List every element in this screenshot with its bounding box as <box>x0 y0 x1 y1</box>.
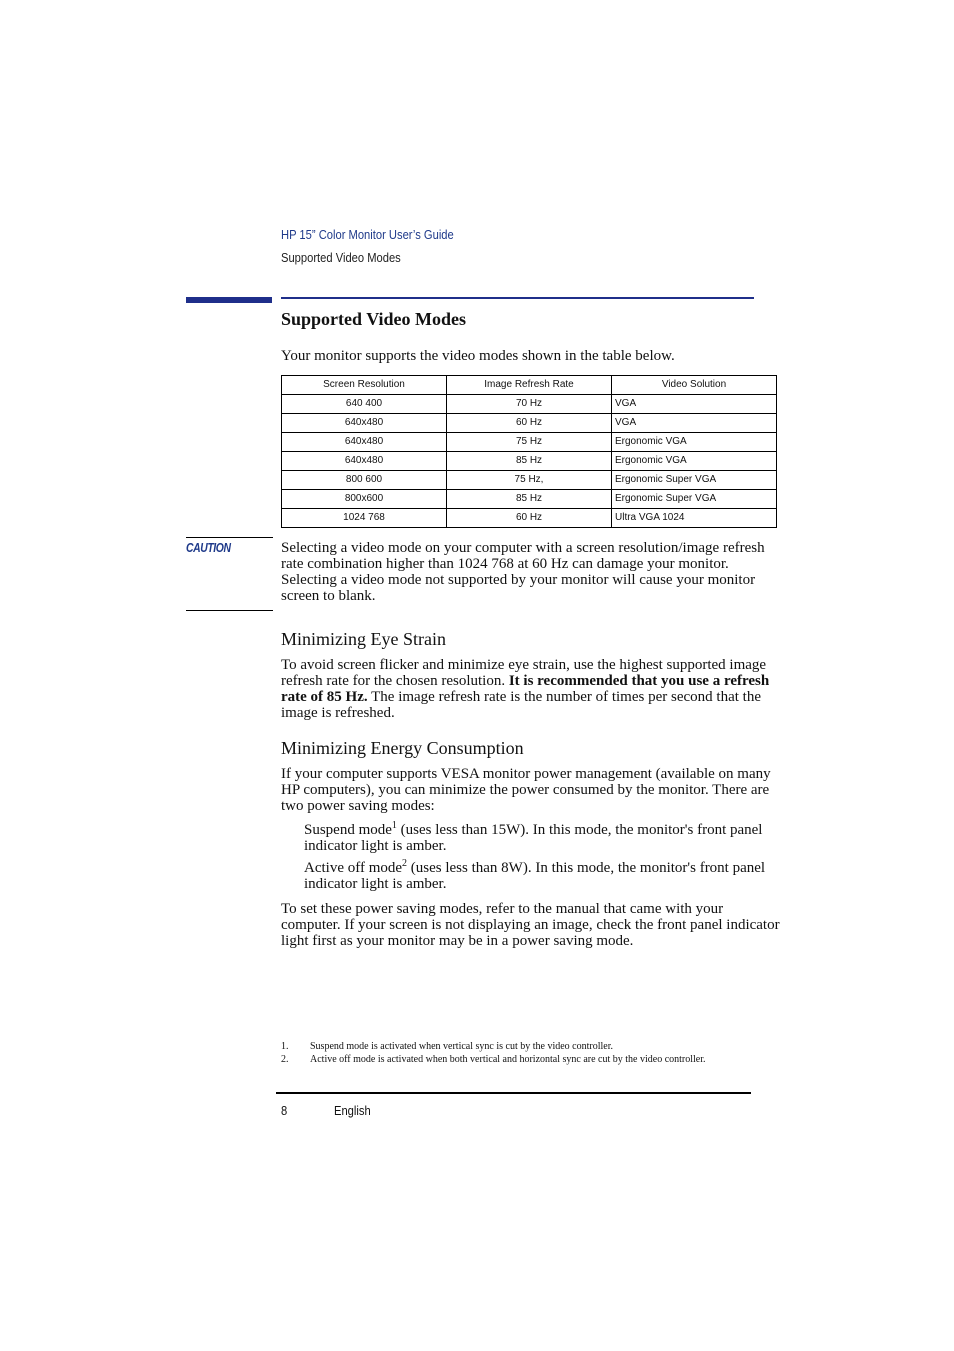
energy-heading: Minimizing Energy Consumption <box>281 738 524 758</box>
eye-strain-text-end: The image refresh rate is the number of times per second that the image is refreshed. <box>281 689 761 721</box>
running-header-section: Supported Video Modes <box>281 250 401 265</box>
refresh-rate-cell: 75 Hz <box>447 433 612 452</box>
energy-outro: To set these power saving modes, refer to the manual that came with your computer. If your screen is not displaying an image, check the front panel indicator light first as your monitor may be in a power saving mode. <box>281 901 780 949</box>
section-bar-rule <box>281 297 754 299</box>
table-row <box>282 509 777 528</box>
footnote-text: Active off mode is activated when both vertical and horizontal sync are cut by the video controller. <box>310 1054 706 1065</box>
caution-rule-top <box>186 537 273 538</box>
caution-rule-bottom <box>186 610 273 611</box>
caution-text: Selecting a video mode on your computer with a screen resolution/image refresh rate combination higher than 1024 768 at 60 Hz can damage your monitor. Selecting a video mode not supported by your monitor will cause your monitor screen to blank. <box>281 540 765 604</box>
table-row <box>282 490 777 509</box>
eye-strain-paragraph <box>281 657 781 721</box>
refresh-rate-cell: 85 Hz <box>447 490 612 509</box>
refresh-rate-cell: 75 Hz, <box>447 471 612 490</box>
column-header: Video Solution <box>612 376 777 395</box>
table-row <box>282 395 777 414</box>
video-solution-cell: Ultra VGA 1024 <box>612 509 777 528</box>
table-row <box>282 452 777 471</box>
footnote-ref-2: 2 <box>402 858 408 869</box>
video-solution-cell: VGA <box>612 395 777 414</box>
section-bar-left <box>186 297 272 303</box>
running-header-title: HP 15” Color Monitor User’s Guide <box>281 227 454 242</box>
suspend-mode-item <box>304 822 774 854</box>
refresh-rate-cell: 85 Hz <box>447 452 612 471</box>
energy-intro: If your computer supports VESA monitor power management (available on many HP computers), you can minimize the power consumed by the monitor. There are two power saving modes: <box>281 766 771 814</box>
section-title: Supported Video Modes <box>281 309 467 329</box>
video-solution-cell: VGA <box>612 414 777 433</box>
table-row <box>282 433 777 452</box>
eye-strain-recommendation: It is recommended that you use a refresh rate of 85 Hz. <box>281 673 770 705</box>
resolution-cell: 1024 768 <box>282 509 447 528</box>
footnote <box>281 1040 751 1053</box>
table-row <box>282 471 777 490</box>
video-modes-table <box>281 375 777 528</box>
active-off-mode-text: (uses less than 8W). In this mode, the monitor's front panel indicator light is amber. <box>304 860 766 892</box>
eye-strain-heading: Minimizing Eye Strain <box>281 629 446 649</box>
section-intro: Your monitor supports the video modes shown in the table below. <box>281 348 675 364</box>
video-solution-cell: Ergonomic Super VGA <box>612 471 777 490</box>
resolution-cell: 640 400 <box>282 395 447 414</box>
refresh-rate-cell: 60 Hz <box>447 414 612 433</box>
active-off-mode-item <box>304 860 774 892</box>
resolution-cell: 640x480 <box>282 414 447 433</box>
resolution-cell: 800 600 <box>282 471 447 490</box>
page-language: English <box>334 1103 371 1118</box>
footnote-text: Suspend mode is activated when vertical sync is cut by the video controller. <box>310 1041 613 1052</box>
suspend-mode-name: Suspend mode <box>304 822 392 838</box>
table-header-row <box>282 376 777 395</box>
footnote <box>281 1053 751 1066</box>
caution-label: CAUTION <box>186 540 231 555</box>
footnote-number: 2. <box>281 1054 289 1065</box>
column-header: Screen Resolution <box>282 376 447 395</box>
resolution-cell: 640x480 <box>282 452 447 471</box>
video-solution-cell: Ergonomic VGA <box>612 433 777 452</box>
video-solution-cell: Ergonomic VGA <box>612 452 777 471</box>
resolution-cell: 800x600 <box>282 490 447 509</box>
active-off-mode-name: Active off mode <box>304 860 403 876</box>
footnotes <box>281 1040 751 1066</box>
footnote-number: 1. <box>281 1041 289 1052</box>
page-number: 8 <box>281 1103 288 1118</box>
video-solution-cell: Ergonomic Super VGA <box>612 490 777 509</box>
resolution-cell: 640x480 <box>282 433 447 452</box>
refresh-rate-cell: 60 Hz <box>447 509 612 528</box>
footer-rule <box>276 1092 751 1094</box>
eye-strain-text: To avoid screen flicker and minimize eye strain, use the highest supported image refresh rate for the chosen resolution. <box>281 657 767 689</box>
table-row <box>282 414 777 433</box>
refresh-rate-cell: 70 Hz <box>447 395 612 414</box>
suspend-mode-text: (uses less than 15W). In this mode, the monitor's front panel indicator light is amber. <box>304 822 763 854</box>
column-header: Image Refresh Rate <box>447 376 612 395</box>
footnote-ref-1: 1 <box>391 820 397 831</box>
